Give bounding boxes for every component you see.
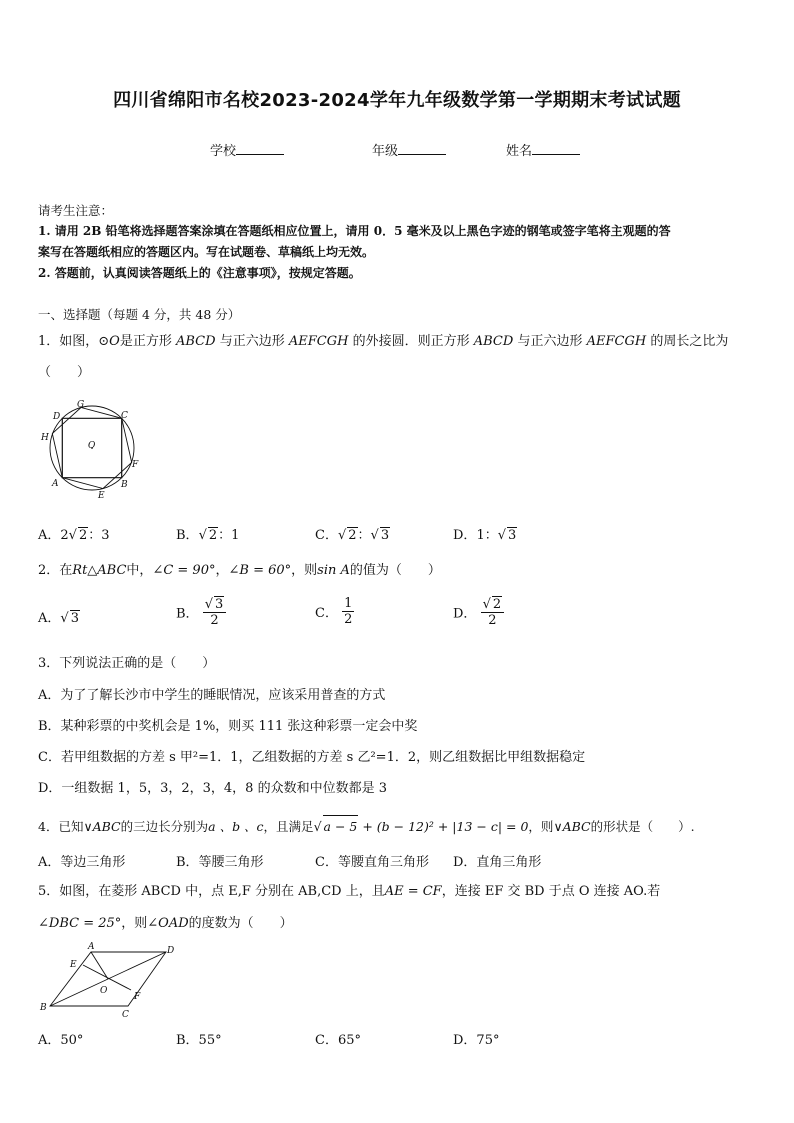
q5-text: ，则	[121, 916, 148, 931]
q4-triangle: ∨ABC	[83, 819, 121, 834]
q5-option-c[interactable]: C．65°	[315, 1033, 361, 1048]
question-1-paren: （ ）	[38, 365, 91, 380]
label-d: D	[53, 412, 61, 422]
q3-option-b[interactable]: B．某种彩票的中奖机会是 1%，则买 111 张这种彩票一定会中奖	[38, 719, 418, 734]
q2-triangle: Rt△ABC	[72, 563, 127, 578]
q3-option-c[interactable]: C．若甲组数据的方差 s 甲²=1．1，乙组数据的方差 s 乙²=1．2，则乙组数据比甲组数据稳定	[38, 750, 586, 765]
q4-prefix: 4．已知	[38, 819, 84, 834]
q4-text: ，则	[528, 819, 554, 834]
label-h: H	[41, 433, 49, 443]
q1-option-a[interactable]: A．2√ 2：3	[38, 528, 110, 543]
numerator: 3	[215, 597, 224, 612]
option-rest: ：3	[88, 528, 110, 543]
q1-prefix: 1．如图，⊙	[38, 334, 110, 349]
option-pre: 1：	[476, 528, 498, 543]
q2-option-a[interactable]: A．√ 3	[38, 611, 79, 626]
option-rest: ：1	[218, 528, 240, 543]
school-field	[210, 140, 284, 159]
name-field	[506, 140, 580, 159]
option-label: D．	[453, 606, 477, 622]
option-label: B．	[176, 528, 199, 543]
option-label: D．	[453, 528, 477, 543]
grade-label: 年级	[372, 144, 399, 159]
q4-text: 的形状是（ ）.	[590, 819, 695, 834]
label-o: O	[100, 986, 108, 996]
q1-option-c[interactable]: C．√ 2：√ 3	[315, 528, 390, 543]
notice-line-2: 案写在答题纸相应的答题区内。写在试题卷、草稿纸上均无效。	[38, 245, 375, 259]
fraction: $\frac{√ 2}{2}$	[481, 596, 505, 628]
coef: 2	[60, 528, 69, 543]
q2-angle-c: ∠C = 90°	[152, 563, 216, 578]
q1-figure	[36, 398, 146, 502]
q5-text: 5．如图，在菱形 ABCD 中，点 E,F 分别在 AB,CD 上，且	[38, 884, 385, 899]
question-3-stem: 3．下列说法正确的是（ ）	[38, 656, 216, 671]
q2-text: ，则	[291, 563, 318, 578]
segment-ao	[91, 952, 108, 979]
label-b: B	[40, 1003, 47, 1013]
q2-option-b[interactable]	[176, 596, 226, 628]
q1-square-name: ABCD	[473, 334, 514, 349]
q2-prefix: 2．在	[38, 563, 73, 578]
q5-text: 的度数为（ ）	[188, 916, 293, 931]
q5-option-a[interactable]: A．50°	[38, 1033, 84, 1048]
section-heading: 一、选择题（每题 4 分，共 48 分）	[38, 307, 241, 322]
label-b: B	[121, 480, 128, 490]
denominator: 2	[210, 613, 219, 628]
page-title: 四川省绵阳市名校2023-2024学年九年级数学第一学期期末考试试题	[113, 90, 681, 111]
option-label: C．	[315, 528, 338, 543]
q3-option-d[interactable]: D．一组数据 1，5，3，2，3，4，8 的众数和中位数都是 3	[38, 781, 387, 796]
grade-field	[372, 140, 446, 159]
label-c: C	[121, 411, 128, 421]
option-label: B．	[176, 606, 199, 622]
q5-option-d[interactable]: D．75°	[453, 1033, 500, 1048]
name-blank	[532, 143, 580, 155]
q1-hexagon-name: AEFCGH	[586, 334, 647, 349]
denominator: 2	[488, 613, 497, 628]
q4-option-b[interactable]: B．等腰三角形	[176, 855, 264, 870]
q4-option-a[interactable]: A．等边三角形	[38, 855, 126, 870]
option-label: A．	[38, 611, 61, 626]
name-label: 姓名	[506, 144, 533, 159]
radicand: 2	[348, 528, 357, 543]
grade-blank	[398, 143, 446, 155]
q4-text: 的三边长分别为	[120, 819, 209, 834]
q2-text: 的值为（ ）	[349, 563, 441, 578]
label-f: F	[132, 460, 139, 470]
label-f: F	[134, 992, 141, 1002]
label-c: C	[122, 1010, 129, 1020]
q1-option-b[interactable]: B．√ 2：1	[176, 528, 240, 543]
radicand: 3	[508, 528, 517, 543]
q5-text: ，连接 EF 交 BD 于点 O 连接 AO.若	[441, 884, 661, 899]
school-label: 学校	[210, 144, 237, 159]
q5-figure	[36, 938, 186, 1022]
q5-option-b[interactable]: B．55°	[176, 1033, 222, 1048]
label-e: E	[98, 491, 105, 501]
q2-option-d[interactable]	[453, 596, 504, 628]
q5-angle-dbc: ∠DBC = 25°	[38, 916, 122, 931]
option-label: C．	[315, 606, 338, 621]
radicand: 2	[208, 528, 218, 543]
q4-radicand: a − 5	[323, 815, 359, 837]
q5-angle-oad: ∠OAD	[147, 916, 189, 931]
radicand: 2	[78, 528, 88, 543]
option-label: A．	[38, 528, 61, 543]
q4-option-c[interactable]: C．等腰直角三角形	[315, 855, 429, 870]
q1-square-name: ABCD	[176, 334, 216, 349]
q4-option-d[interactable]: D．直角三角形	[453, 855, 542, 870]
q1-text: 与正六边形	[219, 334, 285, 349]
label-a: A	[52, 479, 59, 489]
q1-circle-name: O	[109, 334, 120, 349]
q1-text: 的周长之比为	[650, 334, 729, 349]
label-a: A	[88, 942, 95, 952]
notice-line-1: 1. 请用 2B 铅笔将选择题答案涂填在答题纸相应位置上，请用 0．5 毫米及以上黑色字迹的钢笔或签字笔将主观题的答	[38, 224, 671, 238]
question-2-stem	[38, 560, 441, 581]
q2-sin-a: sin A	[317, 563, 350, 578]
radicand: 3	[70, 611, 79, 626]
q4-sides: a 、b 、c	[208, 819, 264, 834]
q4-text: ，且满足	[263, 819, 314, 834]
q3-option-a[interactable]: A．为了了解长沙市中学生的睡眠情况，应该采用普查的方式	[38, 688, 386, 703]
q1-text: 是正方形	[119, 334, 172, 349]
q1-text: 的外接圆．则正方形	[352, 334, 470, 349]
q2-text: 中，	[126, 563, 153, 578]
notice-heading: 请考生注意：	[38, 203, 114, 218]
q1-option-d[interactable]: D．1：√ 3	[453, 528, 517, 543]
q1-text: 与正六边形	[517, 334, 583, 349]
q2-option-c[interactable]	[315, 596, 354, 627]
q2-angle-b: ∠B = 60°	[228, 563, 292, 578]
denominator: 2	[344, 612, 353, 627]
question-4-stem: 4．已知∨ABC的三边长分别为a 、b 、c，且满足√ a − 5 + (b − 12)² + |13 − c| = 0，则∨ABC的形状是（ ）.	[38, 815, 695, 837]
fraction	[342, 596, 354, 627]
radicand: 3	[380, 528, 390, 543]
q2-text: ，	[215, 563, 229, 578]
label-e: E	[70, 960, 77, 970]
school-blank	[236, 143, 284, 155]
question-5-line-2	[38, 913, 293, 934]
q5-ae-cf: AE = CF	[384, 884, 442, 899]
option-sep: ：	[357, 528, 371, 543]
label-o: O	[88, 441, 96, 451]
numerator: 2	[492, 597, 502, 612]
fraction: $\frac{√ 3}{2}$	[203, 596, 227, 628]
label-d: D	[167, 946, 175, 956]
numerator: 1	[344, 596, 353, 611]
notice-line-3: 2. 答题前，认真阅读答题纸上的《注意事项》，按规定答题。	[38, 266, 361, 280]
question-5-line-1	[38, 881, 660, 902]
q4-expression: + (b − 12)² + |13 − c| = 0	[358, 819, 529, 834]
q1-hexagon-name: AEFCGH	[288, 334, 349, 349]
question-1-stem	[38, 331, 728, 352]
q4-triangle: ∨ABC	[553, 819, 591, 834]
label-g: G	[77, 400, 85, 410]
